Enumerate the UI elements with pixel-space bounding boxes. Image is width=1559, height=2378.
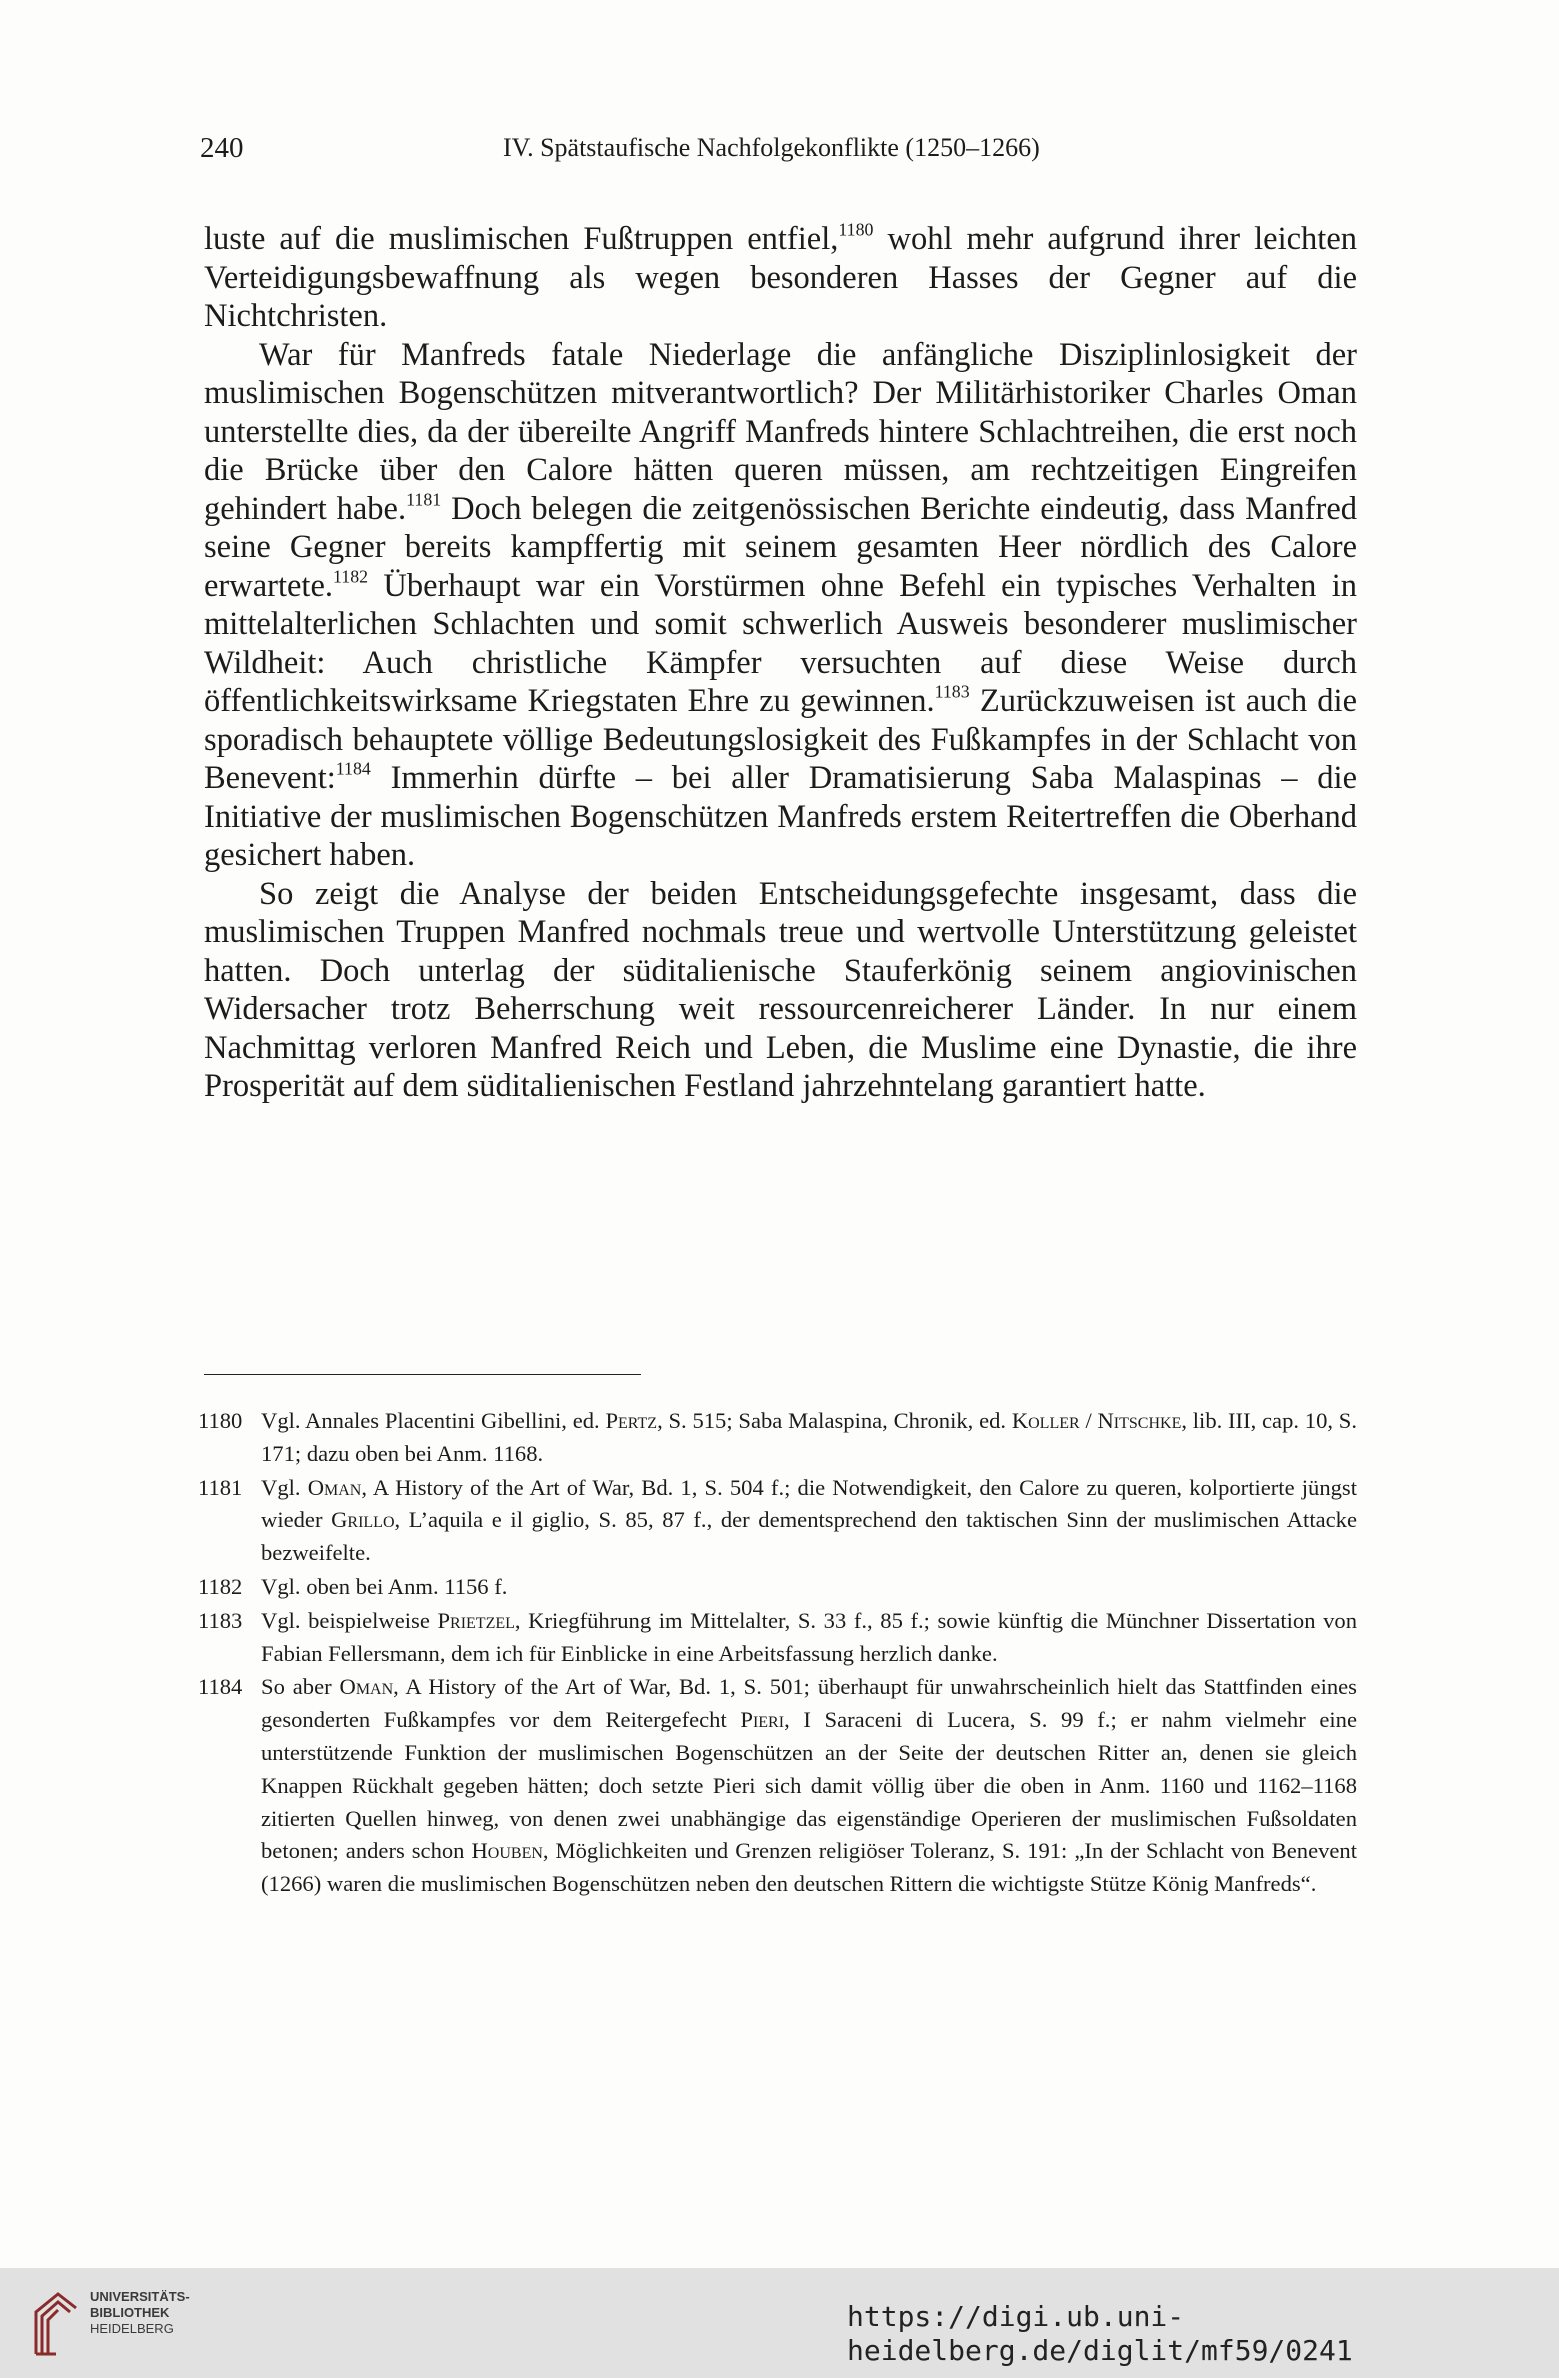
text-segment: Vgl. Annales Placentini Gibellini, ed. [261, 1408, 606, 1433]
author-name: Pertz [605, 1408, 658, 1433]
text-segment: , L’aquila e il giglio, S. 85, 87 f., der dementsprechend den taktischen Sinn der muslimischen Attacke bezweifelte. [261, 1507, 1357, 1566]
text-segment: , lib. III, cap. 10, S. 171; dazu oben bei Anm. 1168. [261, 1408, 1358, 1466]
text-segment: Überhaupt war ein Vorstürmen ohne Befehl ein typisches Verhalten in mittelalterlichen Schlachten und somit schwerlich Ausweis besonderer muslimischer Wildheit: Auch christliche Kämpfer versuchten auf diese Weise durch öffentlichkeitswirksame Kriegstaten Ehre zu gewinnen. [204, 567, 1357, 719]
footnote-text [261, 1605, 1357, 1671]
library-name [90, 2289, 190, 2337]
footnote-ref-1184: 1184 [335, 758, 371, 779]
paragraph-2 [204, 336, 1357, 875]
running-title: IV. Spätstaufische Nachfolgekonflikte (1250–1266) [503, 133, 1040, 162]
library-line: BIBLIOTHEK [90, 2305, 170, 2320]
source-url-link[interactable]: https://digi.ub.uni-heidelberg.de/diglit/mf59/0241 [847, 2300, 1353, 2367]
text-segment: So aber [261, 1674, 340, 1700]
main-text [204, 220, 1357, 1106]
author-name: Oman [339, 1674, 394, 1700]
footnote-ref-1183: 1183 [934, 681, 970, 702]
footnote-text [261, 1472, 1357, 1570]
page-number: 240 [200, 132, 244, 164]
text-segment: Doch belegen die zeitgenössischen Berichte eindeutig, dass Manfred seine Gegner bereits kampffertig mit seinem gesamten Heer nördlich des Calore erwartete. [204, 490, 1357, 604]
footnote-ref-1182: 1182 [333, 566, 369, 587]
text-segment: War für Manfreds fatale Niederlage die anfängliche Disziplinlosigkeit der muslimischen Bogenschützen mitverantwortlich? Der Militärhistoriker Charles Oman unterstellte dies, da der übereilte Angriff Manfreds hintere Schlachtreihen, die erst noch die Brücke über den Calore hätten queren müssen, am rechtzeitigen Eingreifen gehindert habe. [204, 336, 1357, 527]
text-segment: Vgl. [261, 1474, 308, 1500]
footnote-1181 [198, 1472, 1357, 1570]
library-line: HEIDELBERG [90, 2321, 174, 2336]
footnote-1182 [198, 1571, 1357, 1604]
paragraph-1 [204, 220, 1357, 336]
footnote-ref-1180: 1180 [838, 219, 874, 240]
author-name: Koller / Nitschke [1011, 1408, 1182, 1433]
author-name: Pieri [740, 1707, 785, 1733]
text-segment: Zurückzuweisen ist auch die sporadisch behauptete völlige Bedeutungslosigkeit des Fußkampfes in der Schlacht von Benevent: [204, 683, 1357, 796]
footnote-number: 1180 [198, 1408, 243, 1433]
ub-heidelberg-logo-icon [30, 2280, 82, 2358]
text-segment: , Möglichkeiten und Grenzen religiöser Toleranz, S. 191: „In der Schlacht von Benevent (1266) waren die muslimischen Bogenschützen neben den deutschen Rittern die wichtigste Stütze König Manfreds“. [261, 1838, 1358, 1897]
footnote-ref-1181: 1181 [406, 489, 442, 510]
footnotes [198, 1405, 1357, 1902]
text-segment: Vgl. beispielweise [261, 1607, 438, 1633]
footnote-separator [204, 1374, 641, 1375]
footnote-1184 [198, 1671, 1357, 1901]
author-name: Oman [307, 1474, 362, 1500]
footnote-number: 1182 [198, 1573, 243, 1599]
author-name: Grillo [331, 1507, 395, 1533]
text-segment: wohl mehr aufgrund ihrer leichten Verteidigungsbewaffnung als wegen besonderen Hasses der Gegner auf die Nichtchristen. [204, 221, 1357, 334]
footnote-text: Vgl. oben bei Anm. 1156 f. [261, 1573, 508, 1599]
footnote-number: 1183 [198, 1607, 243, 1633]
author-name: Prietzel [437, 1607, 515, 1633]
text-segment: , A History of the Art of War, Bd. 1, S. 504 f.; die Notwendigkeit, den Calore zu queren, kolportierte jüngst wieder [261, 1474, 1357, 1533]
paragraph-3: So zeigt die Analyse der beiden Entscheidungsgefechte insgesamt, dass die muslimischen Truppen Manfred nochmals treue und wertvolle Unterstützung geleistet hatten. Doch unterlag der süditalienische Stauferkönig seinem angiovinischen Widersacher trotz Beherrschung weit ressourcenreicherer Länder. In nur einem Nachmittag verloren Manfred Reich und Leben, die Muslime eine Dynastie, die ihre Prosperität auf dem süditalienischen Festland jahrzehntelang garantiert hatte. [204, 875, 1357, 1104]
text-segment: , S. 515; Saba Malaspina, Chronik, ed. [657, 1408, 1012, 1433]
footnote-text [261, 1405, 1357, 1471]
footnote-text [261, 1671, 1357, 1901]
text-segment: , A History of the Art of War, Bd. 1, S. 501; überhaupt für unwahrscheinlich hielt das Stattfinden eines gesonderten Fußkampfes vor dem Reitergefecht [261, 1674, 1357, 1733]
footnote-number: 1184 [198, 1674, 243, 1700]
text-segment: Immerhin dürfte – bei aller Dramatisierung Saba Malaspinas – die Initiative der muslimischen Bogenschützen Manfreds erstem Reitertreffen die Oberhand gesichert haben. [204, 760, 1357, 873]
footnote-1183 [198, 1605, 1357, 1671]
author-name: Houben [471, 1838, 543, 1864]
footnote-number: 1181 [198, 1474, 243, 1500]
text-segment: luste auf die muslimischen Fußtruppen entfiel, [204, 221, 839, 257]
library-line: UNIVERSITÄTS- [90, 2289, 190, 2304]
footnote-1180 [198, 1405, 1357, 1471]
text-segment: , I Saraceni di Lucera, S. 99 f.; er nahm vielmehr eine unterstützende Funktion der muslimischen Bogenschützen an der Seite der deutschen Ritter an, denen sie gleich Knappen Rückhalt gegeben hätten; doch setzte Pieri sich damit völlig über die oben in Anm. 1160 und 1162–1168 zitierten Quellen hinweg, von denen zwei unabhängige das eigenständige Operieren der muslimischen Fußsoldaten betonen; anders schon [261, 1707, 1357, 1864]
text-segment: , Kriegführung im Mittelalter, S. 33 f., 85 f.; sowie künftig die Münchner Dissertation von Fabian Fellersmann, dem ich für Einblicke in eine Arbeitsfassung herzlich danke. [261, 1607, 1357, 1666]
